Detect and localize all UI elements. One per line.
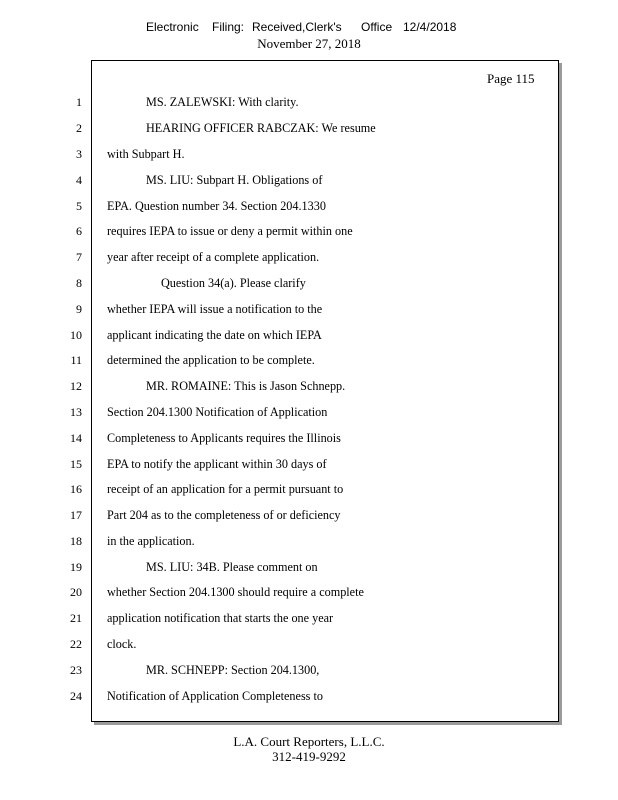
line-number: 10 — [70, 328, 82, 342]
stamp-received: Received,Clerk's — [252, 20, 342, 34]
transcript-line: MR. SCHNEPP: Section 204.1300, — [146, 663, 320, 677]
footer-phone: 312-419-9292 — [272, 749, 346, 764]
line-number: 14 — [70, 431, 82, 445]
transcript-line: application notification that starts the one year — [107, 611, 334, 625]
transcript-line: HEARING OFFICER RABCZAK: We resume — [146, 121, 376, 135]
line-number: 3 — [76, 147, 82, 161]
line-number: 8 — [76, 276, 82, 290]
line-number: 24 — [70, 689, 82, 703]
transcript-line: with Subpart H. — [107, 147, 185, 161]
footer-company: L.A. Court Reporters, L.L.C. — [233, 734, 385, 749]
transcript-line: Part 204 as to the completeness of or deficiency — [107, 508, 341, 522]
transcript-line: year after receipt of a complete application. — [107, 250, 320, 264]
transcript-line: determined the application to be complete. — [107, 353, 315, 367]
transcript-line: EPA to notify the applicant within 30 days of — [107, 457, 327, 471]
line-number: 7 — [76, 250, 82, 264]
transcript-line: EPA. Question number 34. Section 204.1330 — [107, 199, 326, 213]
page-number: Page 115 — [487, 71, 535, 86]
transcript-line: in the application. — [107, 534, 195, 548]
transcript-line: Section 204.1300 Notification of Application — [107, 405, 328, 419]
transcript-line: whether IEPA will issue a notification to the — [107, 302, 323, 316]
line-number: 23 — [70, 663, 82, 677]
line-number: 18 — [70, 534, 82, 548]
stamp-filing: Filing: — [212, 20, 245, 34]
stamp-office: Office — [361, 20, 393, 34]
line-number: 20 — [70, 585, 82, 599]
transcript-line: whether Section 204.1300 should require a complete — [107, 585, 364, 599]
hearing-date: November 27, 2018 — [257, 36, 361, 51]
transcript-line: MS. LIU: Subpart H. Obligations of — [146, 173, 323, 187]
line-number: 19 — [70, 560, 82, 574]
transcript-line: MS. LIU: 34B. Please comment on — [146, 560, 318, 574]
line-number: 11 — [70, 353, 82, 367]
stamp-electronic: Electronic — [146, 20, 199, 34]
stamp-date: 12/4/2018 — [403, 20, 457, 34]
transcript-line: Question 34(a). Please clarify — [161, 276, 306, 290]
line-number: 6 — [76, 224, 82, 238]
line-number: 12 — [70, 379, 82, 393]
line-number: 4 — [76, 173, 82, 187]
transcript-line: requires IEPA to issue or deny a permit within one — [107, 224, 353, 238]
transcript-line: receipt of an application for a permit pursuant to — [107, 482, 344, 496]
transcript-line: clock. — [107, 637, 137, 651]
line-number: 2 — [76, 121, 82, 135]
line-number: 9 — [76, 302, 82, 316]
transcript-line: applicant indicating the date on which IEPA — [107, 328, 322, 342]
transcript-line: MS. ZALEWSKI: With clarity. — [146, 95, 299, 109]
line-number: 5 — [76, 199, 82, 213]
line-number: 1 — [76, 95, 82, 109]
line-number: 16 — [70, 482, 82, 496]
line-number: 13 — [70, 405, 82, 419]
transcript-line: Completeness to Applicants requires the Illinois — [107, 431, 341, 445]
transcript-line: MR. ROMAINE: This is Jason Schnepp. — [146, 379, 346, 393]
line-number: 15 — [70, 457, 82, 471]
line-number: 21 — [70, 611, 82, 625]
transcript-line: Notification of Application Completeness to — [107, 689, 323, 703]
line-number: 22 — [70, 637, 82, 651]
line-number: 17 — [70, 508, 82, 522]
